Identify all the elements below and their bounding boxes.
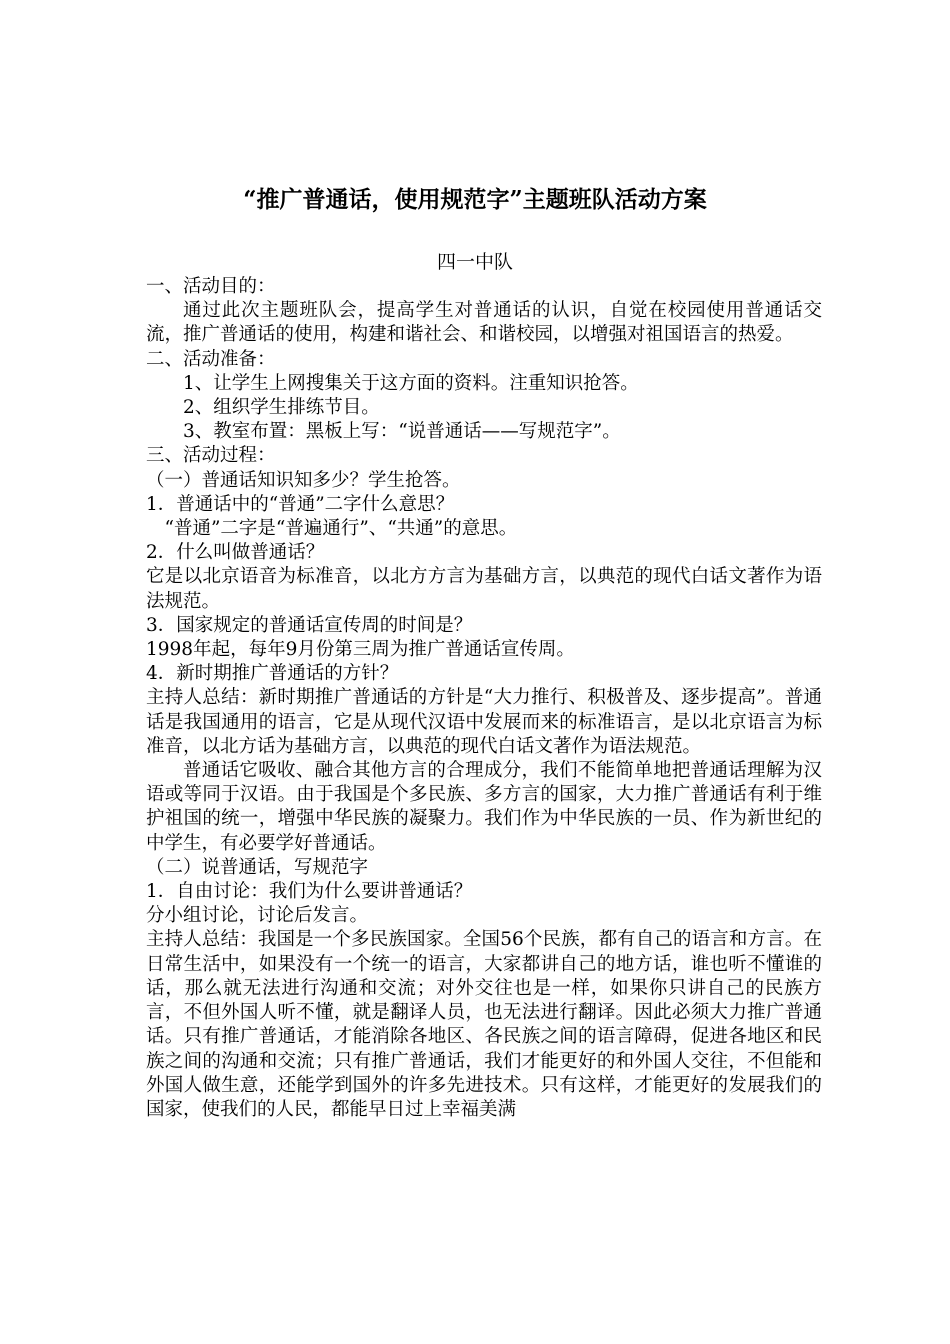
document-paragraph: 它是以北京语音为标准音，以北方方言为基础方言，以典范的现代白话文著作为语法规范。: [146, 566, 822, 612]
document-paragraph: 3．国家规定的普通话宣传周的时间是？: [146, 614, 473, 636]
document-paragraph: 3、教室布置：黑板上写：“说普通话——写规范字”。: [183, 421, 621, 443]
document-paragraph: （二）说普通话，写规范字: [146, 856, 369, 878]
document-title: “推广普通话，使用规范字”主题班队活动方案: [243, 186, 707, 213]
document-paragraph: 分小组讨论，讨论后发言。: [146, 905, 369, 927]
document-paragraph: 普通话它吸收、融合其他方言的合理成分，我们不能简单地把普通话理解为汉语或等同于汉语。由于我国是个多民族、多方言的国家，大力推广普通话有利于维护祖国的统一，增强中华民族的凝聚力。我们作为中华民族的一员、作为新世纪的中学生，有必要学好普通话。: [146, 760, 822, 854]
document-paragraph: 二、活动准备：: [146, 348, 276, 370]
document-paragraph: 主持人总结：新时期推广普通话的方针是“大力推行、积极普及、逐步提高”。普通话是我国通用的语言，它是从现代汉语中发展而来的标准语言，是以北京语言为标准音，以北方话为基础方言，以典范的现代白话文著作为语法规范。: [146, 687, 822, 757]
document-paragraph: 三、活动过程：: [146, 445, 276, 467]
document-paragraph: 4．新时期推广普通话的方针？: [146, 663, 399, 685]
document-paragraph: “普通”二字是“普遍通行”、“共通”的意思。: [164, 518, 518, 540]
document-paragraph: 2．什么叫做普通话？: [146, 542, 325, 564]
document-paragraph: 一、活动目的：: [146, 276, 276, 297]
document-paragraph: 1998年起，每年9月份第三周为推广普通话宣传周。: [146, 639, 575, 661]
document-body: [146, 275, 822, 1122]
document-paragraph: 1．普通话中的“普通”二字什么意思？: [146, 493, 455, 515]
document-paragraph: 1．自由讨论：我们为什么要讲普通话？: [146, 881, 473, 903]
document-paragraph: 1、让学生上网搜集关于这方面的资料。注重知识抢答。: [183, 372, 639, 394]
document-paragraph: 主持人总结：我国是一个多民族国家。全国56个民族，都有自己的语言和方言。在日常生活中，如果没有一个统一的语言，大家都讲自己的地方话，谁也听不懂谁的话，那么就无法进行沟通和交流；对外交往也是一样，如果你只讲自己的民族方言，不但外国人听不懂，就是翻译人员，也无法进行翻译。因此必须大力推广普通话。只有推广普通话，才能消除各地区、各民族之间的语言障碍，促进各地区和民族之间的沟通和交流；只有推广普通话，我们才能更好的和外国人交往，不但能和外国人做生意，还能学到国外的许多先进技术。只有这样，才能更好的发展我们的国家，使我们的人民，都能早日过上幸福美满: [146, 929, 822, 1120]
document-paragraph: （一）普通话知识知多少？学生抢答。: [146, 469, 461, 491]
document-paragraph: 2、组织学生排练节目。: [183, 397, 380, 419]
document-paragraph: 通过此次主题班队会，提高学生对普通话的认识，自觉在校园使用普通话交流，推广普通话的使用，构建和谐社会、和谐校园，以增强对祖国语言的热爱。: [146, 300, 822, 346]
document-subtitle: 四一中队: [436, 251, 513, 273]
